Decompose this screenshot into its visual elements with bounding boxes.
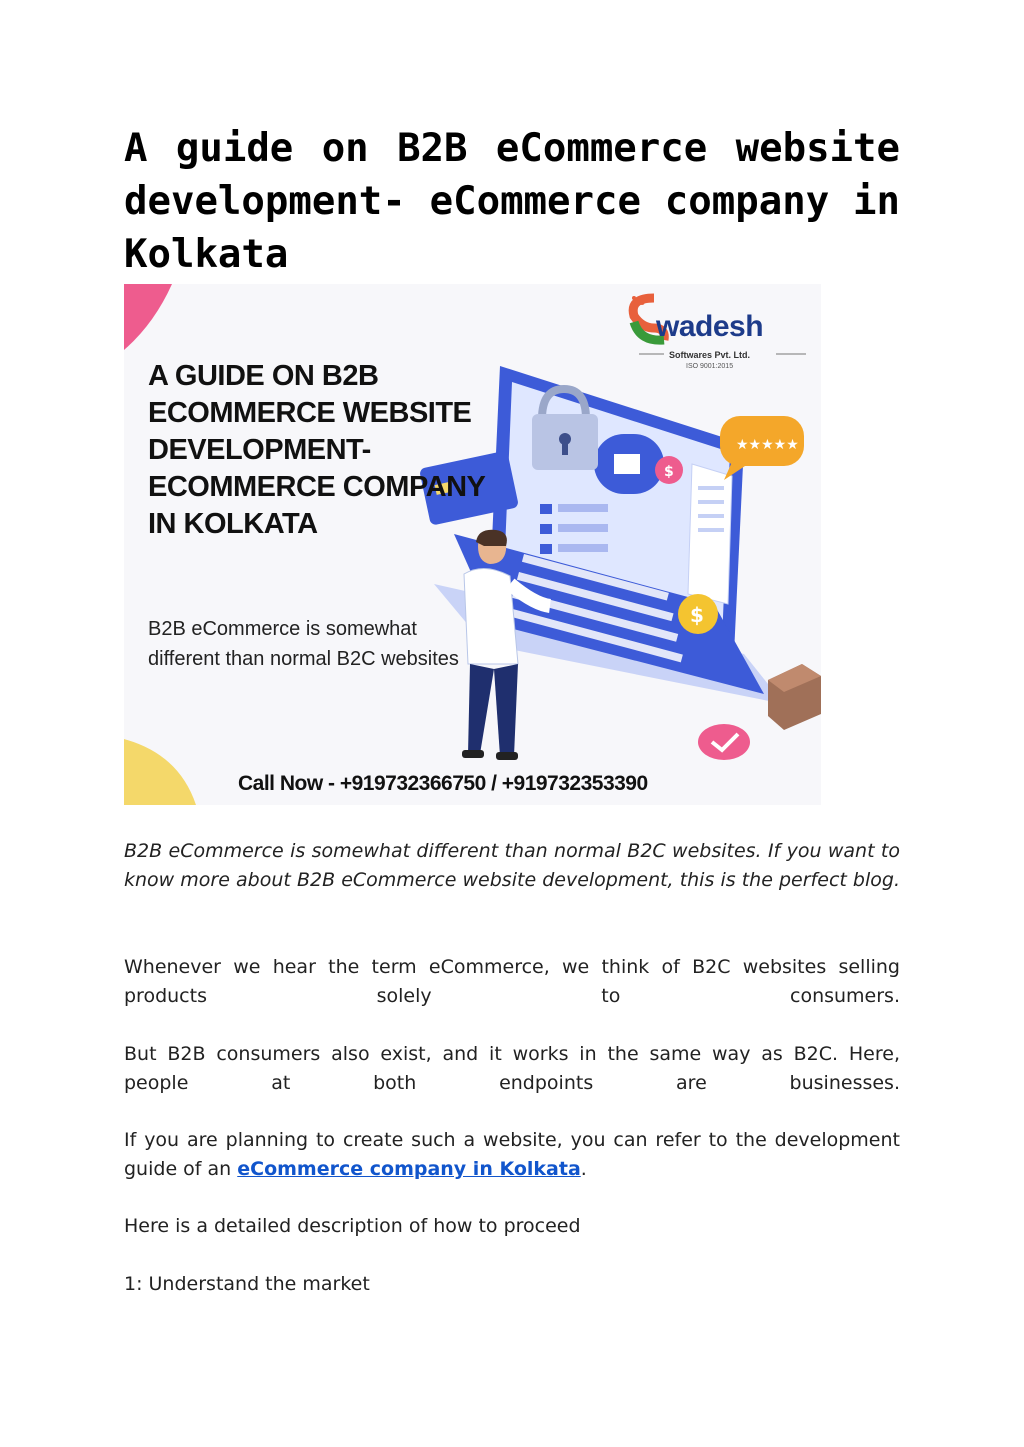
section-heading-understand-market: 1: Understand the market [124, 1273, 370, 1295]
paragraph-ecommerce-term: Whenever we hear the term eCommerce, we think of B2C websites selling products solely to consumers. [124, 956, 900, 1007]
article-banner-image [124, 284, 821, 805]
paragraph-how-to-proceed: Here is a detailed description of how to proceed [124, 1215, 581, 1237]
paragraph-text: If you are planning to create such a website, you can refer to the development guide of an [124, 1129, 900, 1180]
paragraph-development-guide [124, 1126, 900, 1184]
package-box-icon [768, 664, 821, 730]
svg-text:$: $ [664, 464, 674, 480]
logo-iso-text: ISO 9001:2015 [686, 363, 734, 370]
banner-headline: A GUIDE ON B2B ECOMMERCE WEBSITE DEVELOPMENT- ECOMMERCE COMPANY IN KOLKATA [148, 360, 485, 540]
banner-call-now: Call Now - +919732366750 / +919732353390 [238, 772, 648, 795]
intro-paragraph: B2B eCommerce is somewhat different than normal B2C websites. If you want to know more about B2B eCommerce website development, this is the perfect blog. [124, 840, 900, 891]
yellow-corner-shape [124, 739, 196, 805]
svg-text:$: $ [690, 603, 704, 627]
logo-name: wadesh [656, 310, 764, 343]
paragraph-period: . [580, 1158, 587, 1180]
dollar-coin-icon [678, 594, 718, 634]
ecommerce-company-link[interactable]: eCommerce company in Kolkata [237, 1158, 581, 1180]
paragraph-b2b-consumers: But B2B consumers also exist, and it works in the same way as B2C. Here, people at both endpoints are businesses. [124, 1043, 900, 1094]
checkmark-badge-icon [698, 724, 750, 760]
rating-bubble-icon [720, 416, 804, 480]
logo-tagline: Softwares Pvt. Ltd. [669, 350, 751, 360]
pink-corner-shape [124, 284, 172, 350]
svg-text:★★★★★: ★★★★★ [736, 437, 799, 453]
document-title: A guide on B2B eCommerce website development- eCommerce company in Kolkata [124, 126, 900, 277]
banner-subtext: B2B eCommerce is somewhat different than normal B2C websites [148, 618, 459, 670]
